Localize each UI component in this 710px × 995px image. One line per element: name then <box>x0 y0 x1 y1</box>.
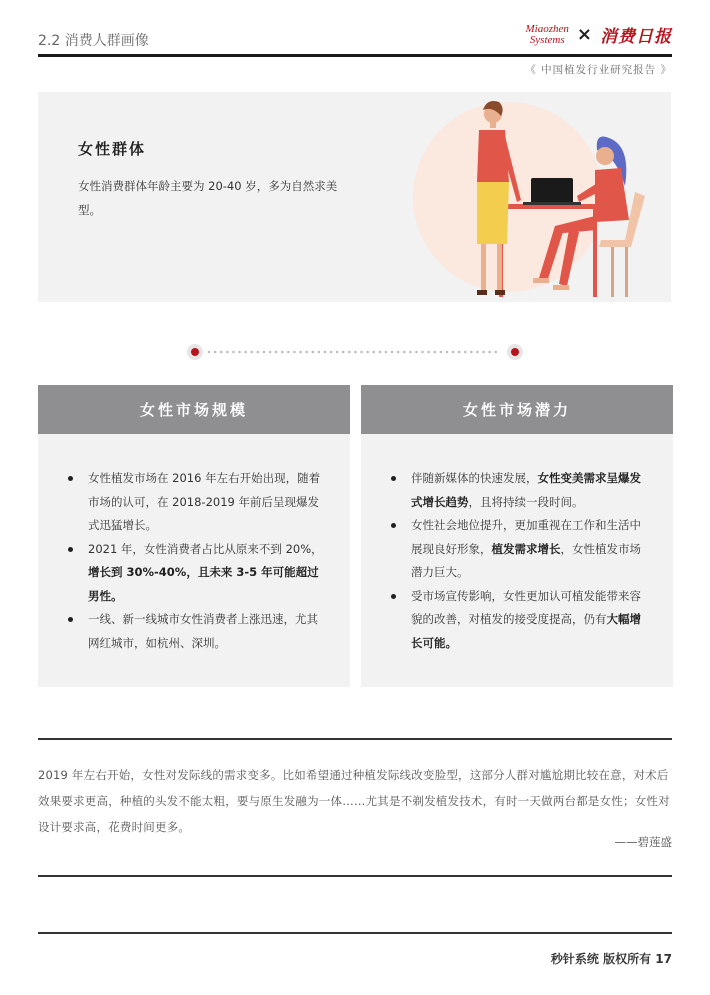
brand-logos <box>526 22 672 47</box>
miaozhen-logo <box>526 24 569 46</box>
footer-rule <box>38 932 672 934</box>
bullet-item <box>68 608 328 655</box>
hero-text: 女性消费群体年龄主要为 20-40 岁，多为自然求美型。 <box>78 179 338 217</box>
card-market-potential-list <box>391 467 651 655</box>
bullet-text: 伴随新媒体的快速发展， <box>411 471 538 485</box>
cross-icon: × <box>576 24 592 45</box>
bullet-text: ，且将持续一段时间。 <box>468 494 584 509</box>
bullet-emphasis: 大幅增长可能。 <box>411 612 641 650</box>
quote-author: ——碧莲盛 <box>614 835 672 849</box>
women-working-illustration <box>373 92 671 302</box>
miaozhen-logo-line2: Systems <box>529 33 565 46</box>
bullet-emphasis: 增长到 30%-40%，且未来 3-5 年可能超过男性。 <box>88 565 319 603</box>
bullet-text: 一线、新一线城市女性消费者上涨迅速，尤其网红城市，如杭州、深圳。 <box>88 612 318 650</box>
bullet-item <box>391 514 651 585</box>
card-market-potential-title: 女性市场潜力 <box>361 385 673 434</box>
consumer-daily-logo: 消费日报 <box>600 27 672 47</box>
hero-title: 女性群体 <box>78 140 147 158</box>
bullet-item <box>391 467 651 514</box>
bullet-item <box>391 585 651 656</box>
bullet-item <box>68 538 328 609</box>
header-rule <box>38 54 672 57</box>
card-market-potential <box>361 385 673 687</box>
card-market-size <box>38 385 350 687</box>
bullet-text: 女性社会地位提升，更加重视在工作和生活中展现良好形象， <box>411 518 641 556</box>
bullet-text: ，女性植发市场潜力巨大。 <box>411 541 641 579</box>
quote-rule-top <box>38 738 672 740</box>
bullet-text: 2021 年，女性消费者占比从原来不到 20%， <box>88 541 323 556</box>
section-title: 2.2 消费人群画像 <box>38 33 149 49</box>
bullet-text: 受市场宣传影响，女性更加认可植发能带来容貌的改善，对植发的接受度提高，仍有 <box>411 588 641 626</box>
hero-panel <box>38 92 671 302</box>
bullet-item <box>68 467 328 538</box>
quote-text: 2019 年左右开始，女性对发际线的需求变多。比如希望通过种植发际线改变脸型，这部分人群对尴尬期比较在意，对术后效果要求更高，种植的头发不能太粗，要与原生发融为一体……尤其是不剃发植发技术，有时一天做两台都是女性；女性对设计要求高，花费时间更多。 <box>38 768 670 834</box>
page-number: 17 <box>655 952 672 966</box>
footer <box>551 950 672 967</box>
section-divider <box>185 342 525 362</box>
card-market-size-title: 女性市场规模 <box>38 385 350 434</box>
footer-copyright: 秒针系统 版权所有 <box>550 952 652 966</box>
quote-rule-bottom <box>38 875 672 877</box>
miaozhen-logo-line1: Miaozhen <box>525 22 569 35</box>
bullet-emphasis: 植发需求增长 <box>491 541 561 556</box>
card-market-size-list <box>68 467 328 655</box>
bullet-emphasis: 女性变美需求呈爆发式增长趋势 <box>411 471 641 509</box>
bullet-text: 女性植发市场在 2016 年左右开始出现，随着市场的认可，在 2018-2019 年前后呈现爆发式迅猛增长。 <box>88 471 321 532</box>
report-name: 《 中国植发行业研究报告 》 <box>525 64 672 76</box>
